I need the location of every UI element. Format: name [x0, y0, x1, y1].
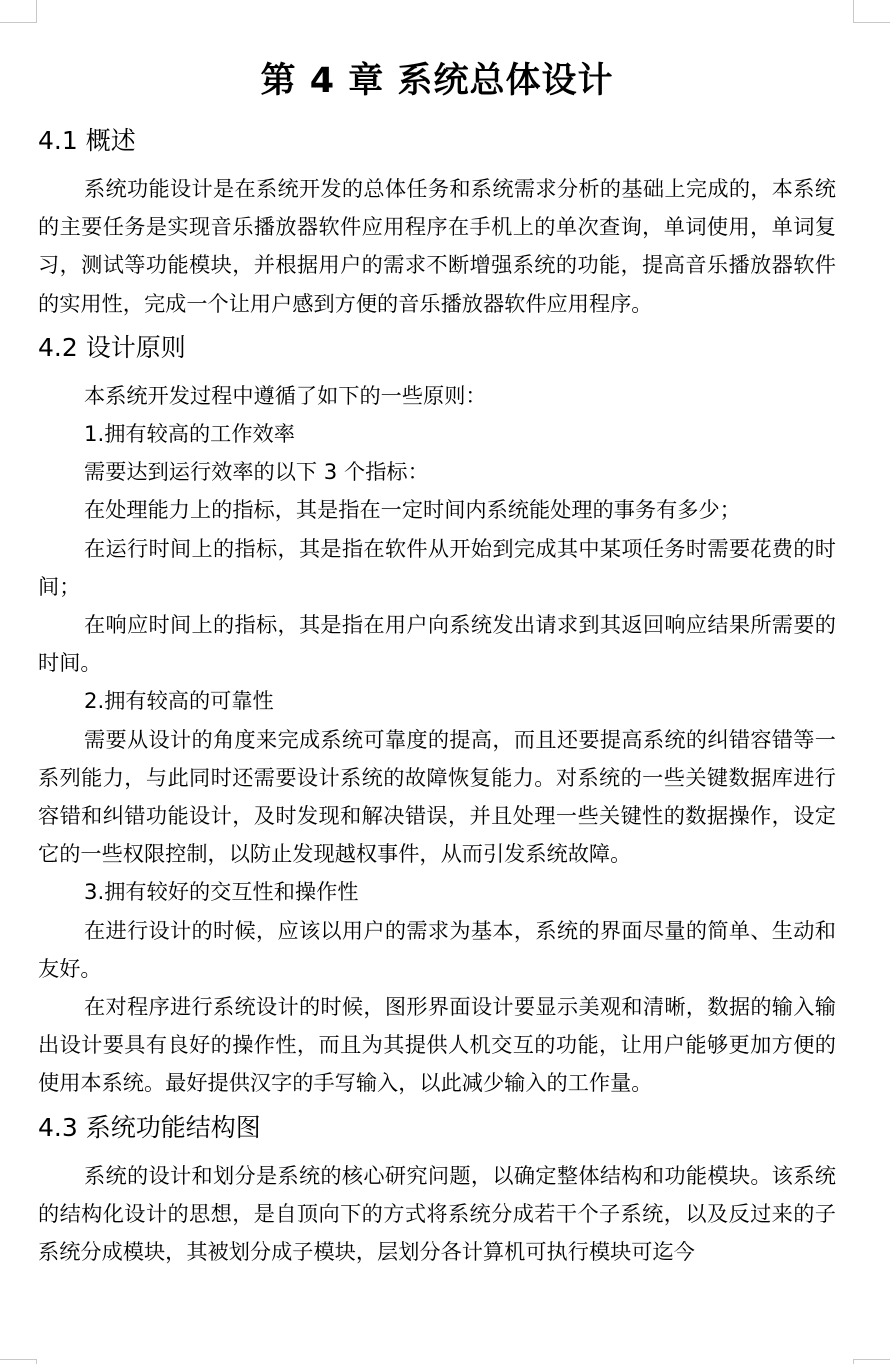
document-body [38, 52, 836, 1271]
section-heading-overview: 4.1 概述 [38, 126, 136, 155]
page-corner-mark-bottom-left [0, 1359, 37, 1364]
paragraph: 需要从设计的角度来完成系统可靠度的提高，而且还要提高系统的纠错容错等一系列能力，与此同时还需要设计系统的故障恢复能力。对系统的一些关键数据库进行容错和纠错功能设计，及时发现和解决错误，并且处理一些关键性的数据操作，设定它的一些权限控制，以防止发现越权事件，从而引发系统故障。 [38, 726, 836, 867]
paragraph: 在响应时间上的指标，其是指在用户向系统发出请求到其返回响应结果所需要的时间。 [38, 612, 836, 676]
section-heading-function-structure: 4.3 系统功能结构图 [38, 1112, 261, 1142]
paragraph: 系统功能设计是在系统开发的总体任务和系统需求分析的基础上完成的，本系统的主要任务是实现音乐播放器软件应用程序在手机上的单次查询，单词使用，单词复习，测试等功能模块，并根据用户的需求不断增强系统的功能，提高音乐播放器软件的实用性，完成一个让用户感到方便的音乐播放器软件应用程序。 [38, 176, 836, 316]
paragraph: 在运行时间上的指标，其是指在软件从开始到完成其中某项任务时需要花费的时间； [38, 535, 836, 599]
list-heading-efficiency: 1.拥有较高的工作效率 [84, 421, 295, 447]
page-corner-mark-top-left [0, 0, 37, 23]
paragraph: 在对程序进行系统设计的时候，图形界面设计要显示美观和清晰，数据的输入输出设计要具有良好的操作性，而且为其提供人机交互的功能，让用户能够更加方便的使用本系统。最好提供汉字的手写输入，以此减少输入的工作量。 [38, 994, 836, 1096]
paragraph: 系统的设计和划分是系统的核心研究问题，以确定整体结构和功能模块。该系统的结构化设计的思想，是自顶向下的方式将系统分成若干个子系统，以及反过来的子系统分成模块，其被划分成子模块，层划分各计算机可执行模块可迄今 [38, 1162, 836, 1265]
paragraph: 需要达到运行效率的以下 3 个指标： [84, 459, 429, 485]
paragraph: 本系统开发过程中遵循了如下的一些原则： [84, 382, 487, 408]
paragraph: 在进行设计的时候，应该以用户的需求为基本，系统的界面尽量的简单、生动和友好。 [38, 917, 836, 981]
paragraph: 在处理能力上的指标，其是指在一定时间内系统能处理的事务有多少； [84, 497, 741, 523]
chapter-title: 第 4 章 系统总体设计 [260, 61, 614, 101]
list-heading-interactivity: 3.拥有较好的交互性和操作性 [84, 879, 359, 905]
page-corner-mark-bottom-right [853, 1359, 890, 1364]
list-heading-reliability: 2.拥有较高的可靠性 [84, 688, 274, 714]
section-heading-design-principles: 4.2 设计原则 [38, 332, 186, 362]
page-corner-mark-top-right [853, 0, 890, 23]
